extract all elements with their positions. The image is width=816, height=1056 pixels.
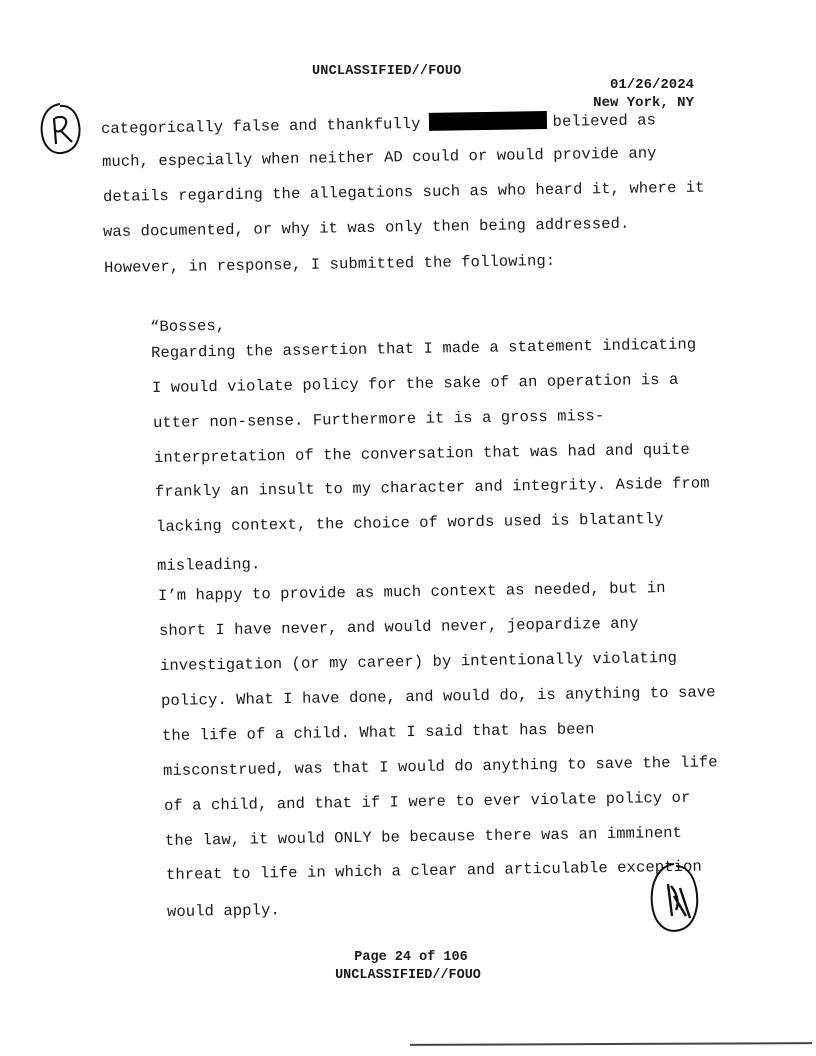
redaction-bar <box>428 111 546 131</box>
quote-line: “Bosses, <box>149 316 226 336</box>
handwritten-initials-icon <box>646 858 702 938</box>
header-date: 01/26/2024 <box>609 77 694 93</box>
quote-line: Regarding the assertion that I made a statement indicating <box>150 335 697 362</box>
quote-line: misconstrued, was that I would do anything to save the life <box>162 753 718 780</box>
quote-line: threat to life in which a clear and articulable exception <box>165 857 702 884</box>
quote-line: interpretation of the conversation that was had and quite <box>153 440 690 467</box>
body-line: much, especially when neither AD could or would provide any <box>101 144 657 171</box>
quote-line: misleading. <box>156 555 261 575</box>
body-line: details regarding the allegations such as who heard it, where it <box>102 178 705 206</box>
body-line: was documented, or why it was only then being addressed. <box>102 214 630 241</box>
quote-line: I’m happy to provide as much context as needed, but in <box>157 579 666 605</box>
body-text: categorically false and thankfully <box>100 114 421 138</box>
quote-line: the law, it would ONLY be because there was an imminent <box>164 823 683 850</box>
quote-line: policy. What I have done, and would do, is anything to save <box>160 683 716 710</box>
quote-line: of a child, and that if I were to ever violate policy or <box>163 788 691 815</box>
quote-line: short I have never, and would never, jeopardize any <box>158 614 639 640</box>
quote-line: the life of a child. What I said that has been <box>161 720 595 745</box>
quote-line: frankly an insult to my character and integrity. Aside from <box>154 474 710 501</box>
quote-line: I would violate policy for the sake of an operation is a <box>151 370 679 397</box>
header-classification: UNCLASSIFIED//FOUO <box>312 64 462 79</box>
header-location: New York, NY <box>593 95 694 111</box>
quote-line: utter non-sense. Furthermore it is a gross miss- <box>152 406 605 432</box>
body-text: believed as <box>552 111 657 131</box>
quote-line: investigation (or my career) by intentionally violating <box>159 648 678 675</box>
body-line: However, in response, I submitted the following: <box>103 251 556 277</box>
footer-page-number: Page 24 of 106 <box>354 950 468 965</box>
footer-classification: UNCLASSIFIED//FOUO <box>335 968 481 983</box>
body-line <box>101 109 656 138</box>
quote-line: lacking context, the choice of words used is blatantly <box>155 510 664 536</box>
handwritten-initials-icon <box>38 100 84 158</box>
quote-line: would apply. <box>166 901 280 921</box>
scan-artifact-line <box>410 1042 812 1046</box>
